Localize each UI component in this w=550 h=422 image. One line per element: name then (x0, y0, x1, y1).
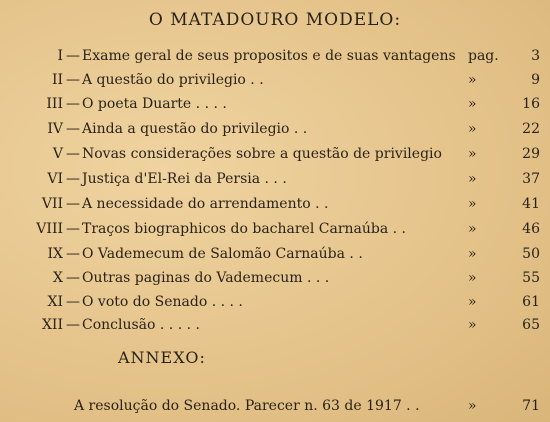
page-number: 29 (522, 146, 540, 162)
page-number: 22 (522, 121, 540, 137)
chapter-number: VIII (36, 221, 63, 237)
chapter-title: A questão do privilegio . . (82, 72, 264, 88)
section-title: O MATADOURO MODELO: (148, 10, 402, 30)
chapter-number: III (46, 96, 63, 112)
ditto-mark: » (468, 171, 477, 187)
ditto-mark: » (468, 196, 477, 212)
page-number: 71 (522, 398, 540, 414)
chapter-title: A necessidade do arrendamento . . (82, 196, 329, 212)
toc-row (0, 194, 550, 214)
chapter-number: II (51, 72, 63, 88)
chapter-number: V (52, 146, 63, 162)
chapter-title: Novas considerações sobre a questão de privilegio (82, 146, 442, 162)
annex-entry-title: A resolução do Senado. Parecer n. 63 de 1917 . . (74, 398, 420, 414)
toc-row (0, 169, 550, 189)
chapter-number: IX (47, 246, 63, 262)
chapter-title: Exame geral de seus propositos e de suas vantagens (82, 48, 456, 64)
dash-separator: — (66, 270, 80, 286)
chapter-title: O voto do Senado . . . . (82, 294, 243, 310)
toc-row (0, 292, 550, 312)
ditto-mark: » (468, 72, 477, 88)
ditto-mark: » (468, 294, 477, 310)
ditto-mark: » (468, 146, 477, 162)
page-number: 61 (522, 294, 540, 310)
toc-row (0, 70, 550, 90)
dash-separator: — (66, 196, 80, 212)
toc-row (0, 315, 550, 335)
page-marker: pag. (468, 48, 499, 64)
ditto-mark: » (468, 398, 477, 414)
page-number: 50 (522, 246, 540, 262)
dash-separator: — (66, 146, 80, 162)
chapter-number: XII (41, 317, 63, 333)
toc-row (0, 46, 550, 66)
page-number: 55 (522, 270, 540, 286)
dash-separator: — (66, 317, 80, 333)
dash-separator: — (66, 48, 80, 64)
dash-separator: — (66, 171, 80, 187)
toc-row (0, 219, 550, 239)
chapter-title: Outras paginas do Vademecum . . . (82, 270, 330, 286)
dash-separator: — (66, 121, 80, 137)
ditto-mark: » (468, 270, 477, 286)
chapter-number: VI (47, 171, 63, 187)
chapter-number: IV (47, 121, 63, 137)
annex-title: ANNEXO: (118, 348, 206, 367)
page-number: 41 (522, 196, 540, 212)
toc-row (0, 94, 550, 114)
page-number: 9 (531, 72, 540, 88)
toc-row (0, 144, 550, 164)
annex-row (0, 396, 550, 416)
ditto-mark: » (468, 246, 477, 262)
ditto-mark: » (468, 96, 477, 112)
page-number: 65 (522, 317, 540, 333)
toc-row (0, 268, 550, 288)
toc-row (0, 119, 550, 139)
chapter-title: O poeta Duarte . . . . (82, 96, 227, 112)
chapter-title: Justiça d'El-Rei da Persia . . . (82, 171, 287, 187)
page-number: 3 (531, 48, 540, 64)
chapter-number: VII (41, 196, 63, 212)
chapter-title: Conclusão . . . . . (82, 317, 200, 333)
page-number: 46 (522, 221, 540, 237)
page-number: 37 (522, 171, 540, 187)
ditto-mark: » (468, 121, 477, 137)
chapter-number: X (53, 270, 63, 286)
chapter-title: O Vademecum de Salomão Carnaúba . . (82, 246, 363, 262)
page-number: 16 (522, 96, 540, 112)
chapter-number: I (57, 48, 63, 64)
chapter-title: Traços biographicos do bacharel Carnaúba . . (82, 221, 407, 237)
dash-separator: — (66, 246, 80, 262)
dash-separator: — (66, 294, 80, 310)
chapter-title: Ainda a questão do privilegio . . (82, 121, 308, 137)
toc-row (0, 244, 550, 264)
ditto-mark: » (468, 317, 477, 333)
ditto-mark: » (468, 221, 477, 237)
dash-separator: — (66, 96, 80, 112)
chapter-number: XI (47, 294, 63, 310)
dash-separator: — (66, 72, 80, 88)
dash-separator: — (66, 221, 80, 237)
